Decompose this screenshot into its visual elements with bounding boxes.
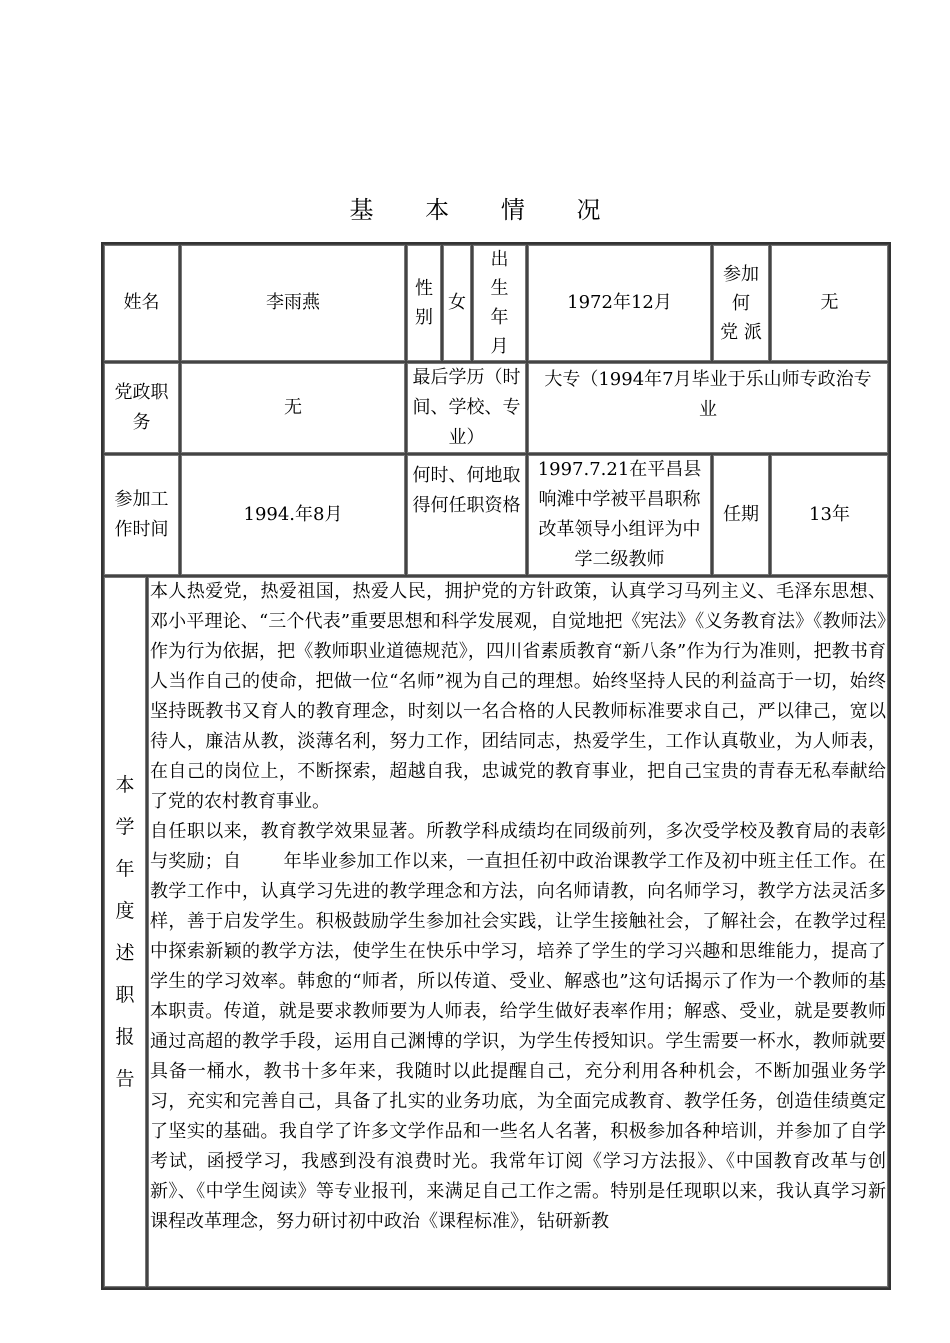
page-title bbox=[0, 190, 950, 225]
report-label-char: 职 bbox=[115, 984, 135, 1006]
work-label: 参加工作时间 bbox=[103, 454, 180, 576]
birth-label bbox=[472, 244, 527, 362]
gender-label-char: 别 bbox=[415, 307, 433, 328]
report-label-char: 年 bbox=[115, 858, 135, 880]
birth-label-char: 生 bbox=[490, 278, 509, 299]
birth-label-char: 出 bbox=[490, 249, 509, 270]
report-label bbox=[103, 576, 147, 1288]
qual-label: 何时、何地取得何任职资格 bbox=[406, 454, 527, 576]
party-label-line: 何 bbox=[732, 292, 750, 314]
title-char: 本 bbox=[425, 196, 450, 224]
term-label: 任期 bbox=[712, 454, 770, 576]
report-label-char: 度 bbox=[115, 900, 135, 922]
report-label-char: 述 bbox=[115, 942, 135, 964]
report-paragraph-2-part-b: 年毕业参加工作以来，一直担任初中政治课教学工作及初中班主任工作。在教学工作中，认真学习先进的教学理念和方法，向名师请教，向名师学习，教学方法灵活多样，善于启发学生。积极鼓励学生参加社会实践，让学生接触社会，了解社会，在教学过程中探索新颖的教学方法，使学生在快乐中学习，培养了学生的学习兴趣和思维能力，提高了学生的学习效率。韩愈的“师者，所以传道、受业、解惑也”这句话揭示了作为一个教师的基本职责。传道，就是要求教师要为人师表，给学生做好表率作用；解惑、受业，就是要教师通过高超的教学手段，运用自己渊博的学识，为学生传授知识。学生需要一杯水，教师就要具备一桶水，教书十多年来，我随时以此提醒自己，充分利用各种机会，不断加强业务学习，充实和完善自己，具备了扎实的业务功底，为全面完成教育、教学任务，创造佳绩奠定了坚实的基础。我自学了许多文学作品和一些名人名著，积极参加各种培训，并参加了自学考试，函授学习，我感到没有浪费时光。我常年订阅《学习方法报》、《中国教育改革与创新》、《中学生阅读》等专业报刊，来满足自己工作之需。特别是任现职以来，我认真学习新课程改革理念，努力研讨初中政治《课程标准》，钻研新教 bbox=[150, 851, 887, 1232]
report-label-char: 报 bbox=[115, 1026, 135, 1048]
report-paragraph-1: 本人热爱党，热爱祖国，热爱人民，拥护党的方针政策，认真学习马列主义、毛泽东思想、邓小平理论、“三个代表”重要思想和科学发展观，自觉地把《宪法》《义务教育法》《教师法》作为行为依据，把《教师职业道德规范》，四川省素质教育“新八条”作为行为准则，把教书育人当作自己的使命，把做一位“名师”视为自己的理想。始终坚持人民的利益高于一切，始终坚持既教书又育人的教育理念，时刻以一名合格的人民教师标准要求自己，严以律己，宽以待人，廉洁从教，淡薄名利，努力工作，团结同志，热爱学生，工作认真敬业，为人师表，在自己的岗位上，不断探索，超越自我，忠诚党的教育事业，把自己宝贵的青春无私奉献给了党的农村教育事业。 bbox=[150, 581, 886, 812]
report-paragraph-2-part-a: 自任职以来，教育教学效果显著。所教学科成绩均在同级前列，多次受学校及教育局的表彰与奖励；自 bbox=[150, 821, 886, 872]
party-label bbox=[712, 244, 770, 362]
report-paragraph-2 bbox=[150, 817, 886, 1237]
work-value: 1994.年8月 bbox=[180, 454, 406, 576]
title-char: 情 bbox=[500, 196, 525, 224]
birth-label-char: 月 bbox=[490, 336, 509, 357]
term-value: 13年 bbox=[770, 454, 889, 576]
report-body bbox=[147, 576, 889, 1288]
info-table bbox=[101, 242, 891, 1290]
row-post bbox=[103, 362, 889, 454]
post-label: 党政职务 bbox=[103, 362, 180, 454]
birth-value: 1972年12月 bbox=[527, 244, 712, 362]
title-char: 基 bbox=[349, 196, 374, 224]
name-value: 李雨燕 bbox=[180, 244, 406, 362]
row-report bbox=[103, 576, 889, 1288]
row-work bbox=[103, 454, 889, 576]
party-value: 无 bbox=[770, 244, 889, 362]
post-value: 无 bbox=[180, 362, 406, 454]
row-basic bbox=[103, 244, 889, 362]
birth-label-char: 年 bbox=[490, 307, 509, 328]
edu-label: 最后学历（时间、学校、专业） bbox=[406, 362, 527, 454]
title-char: 况 bbox=[576, 196, 601, 224]
gender-label-char: 性 bbox=[415, 278, 433, 299]
qual-value: 1997.7.21在平昌县响滩中学被平昌职称改革领导小组评为中学二级教师 bbox=[527, 454, 712, 576]
report-label-char: 学 bbox=[115, 816, 135, 838]
report-label-char: 告 bbox=[115, 1068, 135, 1090]
edu-value: 大专（1994年7月毕业于乐山师专政治专业 bbox=[527, 362, 889, 454]
gender-value: 女 bbox=[442, 244, 472, 362]
report-label-char: 本 bbox=[115, 774, 135, 796]
name-label: 姓名 bbox=[103, 244, 180, 362]
gender-label bbox=[406, 244, 442, 362]
party-label-line: 参加 bbox=[723, 263, 759, 285]
party-label-line: 党 派 bbox=[720, 321, 762, 343]
